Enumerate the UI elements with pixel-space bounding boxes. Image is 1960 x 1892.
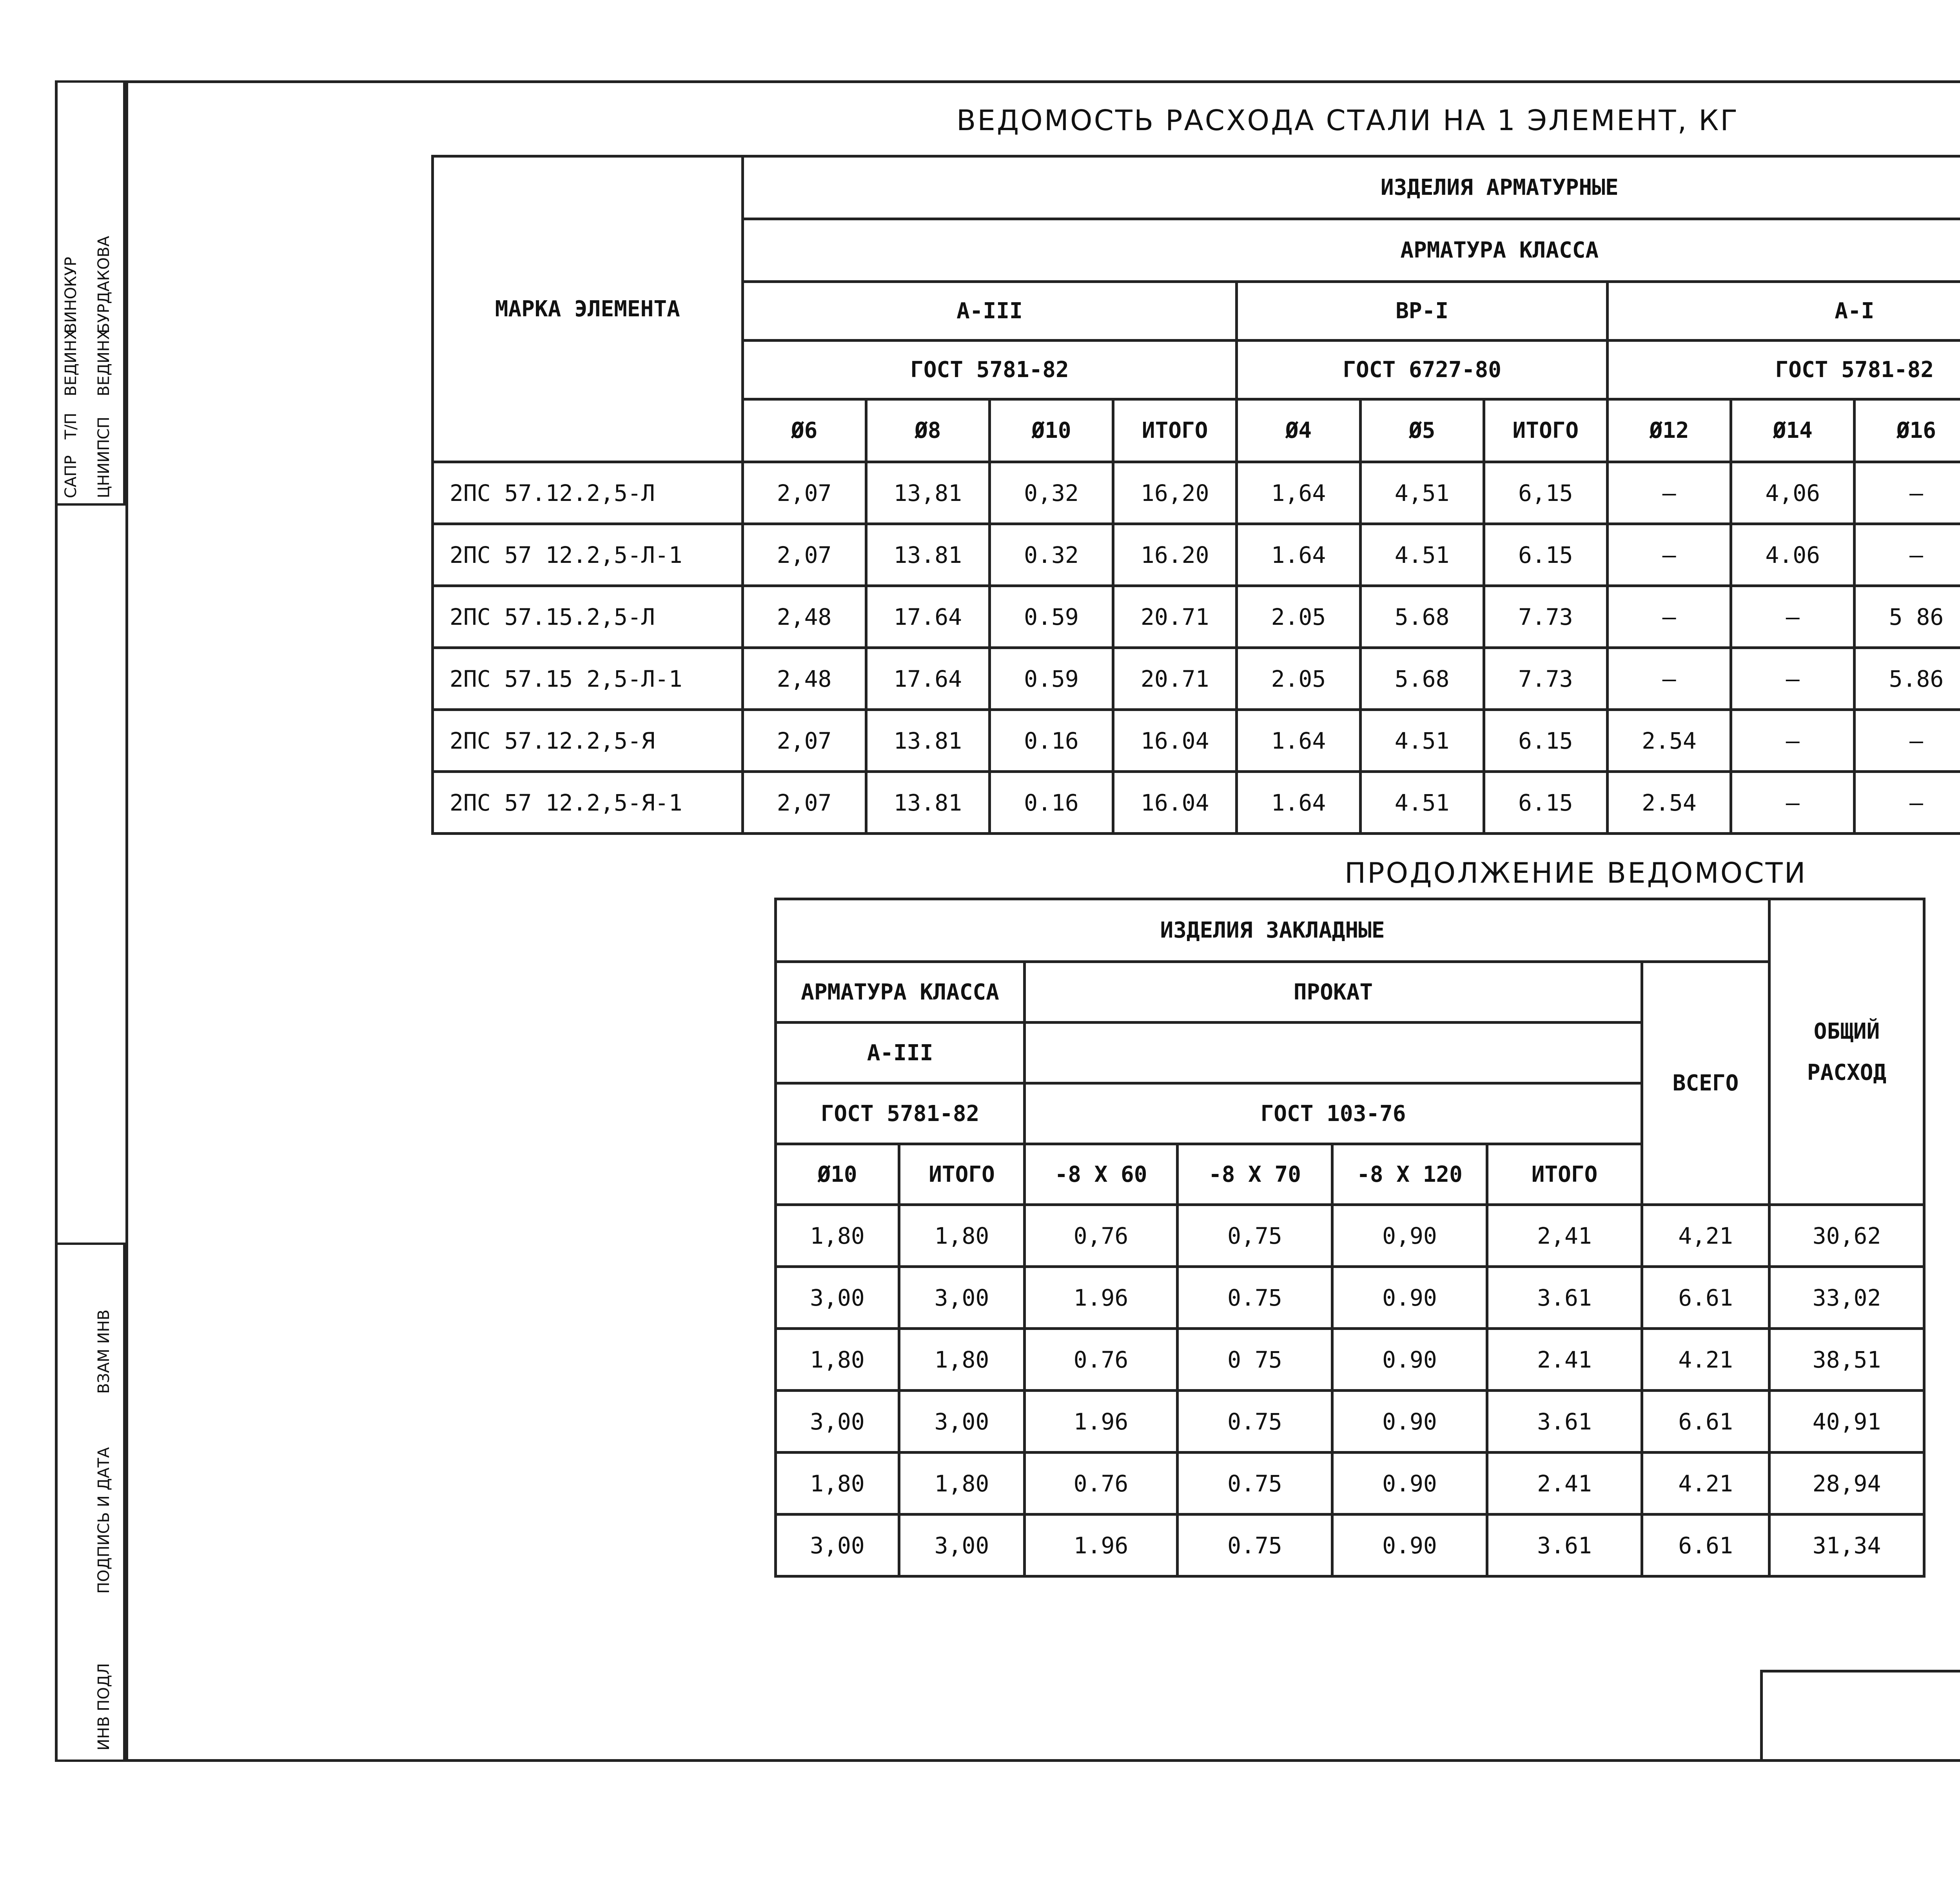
column-header: Ø10 [776, 1144, 899, 1205]
table-cell: 4,06 [1731, 462, 1855, 524]
table-cell: 6.15 [1484, 524, 1607, 586]
table-cell: 4.51 [1360, 524, 1484, 586]
class-header: А-I [1607, 282, 1960, 341]
table-row [776, 1391, 1924, 1453]
table-cell: 5.86 [1855, 648, 1960, 710]
title-block-stamp [1760, 1670, 1960, 1762]
table-cell: 16,20 [1113, 462, 1237, 524]
steel-consumption-table [431, 155, 1960, 835]
table-cell: – [1607, 648, 1731, 710]
column-header: ИТОГО [899, 1144, 1025, 1205]
table-cell: 16.04 [1113, 772, 1237, 834]
element-mark-cell: 2ПС 57 12.2,5-Я-1 [433, 772, 743, 834]
table-cell: 20.71 [1113, 586, 1237, 648]
table-cell: 1,80 [899, 1453, 1025, 1515]
table-row [776, 1329, 1924, 1391]
table-cell: 5 86 [1855, 586, 1960, 648]
column-header: ИТОГО [1113, 399, 1237, 462]
class-header: ВР-I [1237, 282, 1608, 341]
column-header: Ø8 [866, 399, 989, 462]
table-cell: 6,15 [1484, 462, 1607, 524]
mark-header: МАРКА ЭЛЕМЕНТА [433, 156, 743, 462]
rebar-class-header: АРМАТУРА КЛАССА [742, 219, 1960, 282]
approval-block [55, 80, 125, 506]
table-row [433, 648, 1960, 710]
table-cell: 6.61 [1642, 1391, 1769, 1453]
table-cell: 3.61 [1487, 1267, 1642, 1329]
element-mark-cell: 2ПС 57.12.2,5-Л [433, 462, 743, 524]
table-cell: 30,62 [1769, 1205, 1924, 1267]
table-cell: 6.15 [1484, 710, 1607, 772]
table-cell: 0.75 [1178, 1515, 1332, 1576]
overall-header-line: РАСХОД [1807, 1059, 1887, 1085]
approval-label: СП [95, 416, 113, 439]
table-cell: 31,34 [1769, 1515, 1924, 1576]
table-cell: 0,75 [1178, 1205, 1332, 1267]
table-cell: 1,64 [1237, 462, 1360, 524]
table-cell: 16.20 [1113, 524, 1237, 586]
table-cell: 0.75 [1178, 1267, 1332, 1329]
table-cell: 17.64 [866, 586, 989, 648]
approval-label: ВИНОКУР [62, 257, 80, 334]
table-cell: 0.59 [989, 586, 1113, 648]
table-cell: 16.04 [1113, 710, 1237, 772]
table-cell: 1.64 [1237, 524, 1360, 586]
table-row [776, 1267, 1924, 1329]
table-cell: 0.16 [989, 710, 1113, 772]
table-row [433, 462, 1960, 524]
element-mark-cell: 2ПС 57.15.2,5-Л [433, 586, 743, 648]
column-header: Ø12 [1607, 399, 1731, 462]
table-cell: – [1607, 586, 1731, 648]
table-cell: 3,00 [899, 1391, 1025, 1453]
empty-header-cell [1025, 1023, 1642, 1083]
table-cell: 0 75 [1178, 1329, 1332, 1391]
column-header: Ø14 [1731, 399, 1855, 462]
table-cell: – [1855, 524, 1960, 586]
registration-label: ИНВ ПОДЛ [95, 1663, 113, 1751]
table-cell: 13.81 [866, 710, 989, 772]
table-cell: 3.61 [1487, 1391, 1642, 1453]
table-cell: – [1731, 648, 1855, 710]
gost-header: ГОСТ 5781-82 [1607, 341, 1960, 399]
column-header: -8 X 70 [1178, 1144, 1332, 1205]
table-cell: 5.68 [1360, 648, 1484, 710]
approval-label: ВЕДИНХ [62, 329, 80, 396]
table-cell: 4,21 [1642, 1205, 1769, 1267]
table-cell: 6.61 [1642, 1515, 1769, 1576]
table-cell: 6.61 [1642, 1267, 1769, 1329]
table-cell: 1.96 [1025, 1515, 1178, 1576]
rolled-header: ПРОКАТ [1025, 962, 1642, 1023]
table-cell: 1,80 [776, 1205, 899, 1267]
table-cell: 2.05 [1237, 586, 1360, 648]
column-header: Ø6 [742, 399, 866, 462]
table-row [433, 772, 1960, 834]
table-cell: 28,94 [1769, 1453, 1924, 1515]
table-cell: 20.71 [1113, 648, 1237, 710]
table-cell: 2.41 [1487, 1329, 1642, 1391]
table-cell: 2.54 [1607, 772, 1731, 834]
table-cell: 2,07 [742, 524, 866, 586]
table-cell: — [1855, 772, 1960, 834]
table-cell: – [1855, 710, 1960, 772]
table-cell: 3,00 [776, 1391, 899, 1453]
gost-header: ГОСТ 5781-82 [776, 1083, 1025, 1144]
overall-header-line: ОБЩИЙ [1813, 1018, 1880, 1044]
table-cell: 1.96 [1025, 1267, 1178, 1329]
rebar-class-header: АРМАТУРА КЛАССА [776, 962, 1025, 1023]
table-row [433, 524, 1960, 586]
embedded-total-header: ВСЕГО [1642, 962, 1769, 1205]
table-cell: 1.64 [1237, 772, 1360, 834]
table-cell: 13,81 [866, 462, 989, 524]
table-cell: 3,00 [776, 1267, 899, 1329]
table-cell: 0.90 [1332, 1329, 1487, 1391]
table-cell: 1,80 [899, 1329, 1025, 1391]
table-cell: – [1607, 462, 1731, 524]
table-cell: 3,00 [776, 1515, 899, 1576]
column-header: -8 X 60 [1025, 1144, 1178, 1205]
table-cell: 3,00 [899, 1515, 1025, 1576]
table-cell: 4,51 [1360, 462, 1484, 524]
table-cell: 4.21 [1642, 1329, 1769, 1391]
overall-header [1769, 899, 1924, 1205]
approval-label: САПР [62, 455, 80, 498]
table-cell: 2.05 [1237, 648, 1360, 710]
table-cell: 1,80 [899, 1205, 1025, 1267]
table-cell: 2,48 [742, 648, 866, 710]
table-cell: 4.51 [1360, 772, 1484, 834]
table-cell: 7.73 [1484, 586, 1607, 648]
table-cell: 1,80 [776, 1453, 899, 1515]
column-header: Ø16 [1855, 399, 1960, 462]
steel-table-body [433, 462, 1960, 834]
table-cell: 0.90 [1332, 1515, 1487, 1576]
table-cell: 0,76 [1025, 1205, 1178, 1267]
table-cell: – [1855, 462, 1960, 524]
table-cell: 0.59 [989, 648, 1113, 710]
table-cell: 1.64 [1237, 710, 1360, 772]
embedded-table-body [776, 1205, 1924, 1576]
column-header: Ø4 [1237, 399, 1360, 462]
table-cell: 1.96 [1025, 1391, 1178, 1453]
table-cell: 5.68 [1360, 586, 1484, 648]
column-header: Ø5 [1360, 399, 1484, 462]
table-cell: 0.32 [989, 524, 1113, 586]
approval-label: Т/П [62, 413, 80, 439]
table-cell: 40,91 [1769, 1391, 1924, 1453]
table-cell: 4.51 [1360, 710, 1484, 772]
class-header: А-III [776, 1023, 1025, 1083]
table-cell: 3.61 [1487, 1515, 1642, 1576]
table-cell: 0,90 [1332, 1205, 1487, 1267]
table-cell: 4.06 [1731, 524, 1855, 586]
continuation-title: ПРОДОЛЖЕНИЕ ВЕДОМОСТИ [1345, 856, 1807, 889]
table-cell: 0.90 [1332, 1267, 1487, 1329]
table-cell: 13.81 [866, 524, 989, 586]
table-cell: 0.76 [1025, 1453, 1178, 1515]
column-header: ИТОГО [1487, 1144, 1642, 1205]
registration-label: ВЗАМ ИНВ [95, 1309, 113, 1394]
main-title: ВЕДОМОСТЬ РАСХОДА СТАЛИ НА 1 ЭЛЕМЕНТ, КГ [956, 104, 1739, 137]
gost-header: ГОСТ 103-76 [1025, 1083, 1642, 1144]
table-row [776, 1205, 1924, 1267]
table-cell: 0.75 [1178, 1391, 1332, 1453]
embedded-parts-table [774, 898, 1926, 1578]
registration-block [55, 1243, 125, 1762]
table-cell: 0,32 [989, 462, 1113, 524]
table-cell: 13.81 [866, 772, 989, 834]
table-cell: 7.73 [1484, 648, 1607, 710]
table-cell: 2,48 [742, 586, 866, 648]
table-cell: 6.15 [1484, 772, 1607, 834]
table-cell: 2,41 [1487, 1205, 1642, 1267]
gost-header: ГОСТ 5781-82 [742, 341, 1237, 399]
approval-label: БУРДАКОВА [95, 236, 113, 334]
table-cell: 0.90 [1332, 1391, 1487, 1453]
table-cell: 0.75 [1178, 1453, 1332, 1515]
table-cell: – [1731, 710, 1855, 772]
table-cell: 0.76 [1025, 1329, 1178, 1391]
table-cell: – [1731, 772, 1855, 834]
element-mark-cell: 2ПС 57.15 2,5-Л-1 [433, 648, 743, 710]
table-cell: 2.54 [1607, 710, 1731, 772]
table-row [433, 710, 1960, 772]
table-cell: 38,51 [1769, 1329, 1924, 1391]
table-cell: 0.90 [1332, 1453, 1487, 1515]
table-cell: — [1607, 524, 1731, 586]
table-cell: – [1731, 586, 1855, 648]
products-header: ИЗДЕЛИЯ АРМАТУРНЫЕ [742, 156, 1960, 219]
column-header: Ø10 [989, 399, 1113, 462]
table-cell: 33,02 [1769, 1267, 1924, 1329]
table-row [433, 586, 1960, 648]
table-cell: 2.41 [1487, 1453, 1642, 1515]
column-header: ИТОГО [1484, 399, 1607, 462]
table-cell: 0.16 [989, 772, 1113, 834]
table-cell: 1,80 [776, 1329, 899, 1391]
class-header: А-III [742, 282, 1237, 341]
approval-label: ЦНИИП [95, 439, 113, 498]
table-cell: 4.21 [1642, 1453, 1769, 1515]
gost-header: ГОСТ 6727-80 [1237, 341, 1608, 399]
table-cell: 2,07 [742, 772, 866, 834]
table-row [776, 1515, 1924, 1576]
registration-label: ПОДПИСЬ И ДАТА [95, 1447, 113, 1594]
approval-label: ВЕДИНХ [95, 329, 113, 396]
element-mark-cell: 2ПС 57.12.2,5-Я [433, 710, 743, 772]
embedded-products-header: ИЗДЕЛИЯ ЗАКЛАДНЫЕ [776, 899, 1769, 962]
column-header: -8 X 120 [1332, 1144, 1487, 1205]
table-cell: 17.64 [866, 648, 989, 710]
element-mark-cell: 2ПС 57 12.2,5-Л-1 [433, 524, 743, 586]
table-row [776, 1453, 1924, 1515]
table-cell: 2,07 [742, 462, 866, 524]
table-cell: 3,00 [899, 1267, 1025, 1329]
table-cell: 2,07 [742, 710, 866, 772]
